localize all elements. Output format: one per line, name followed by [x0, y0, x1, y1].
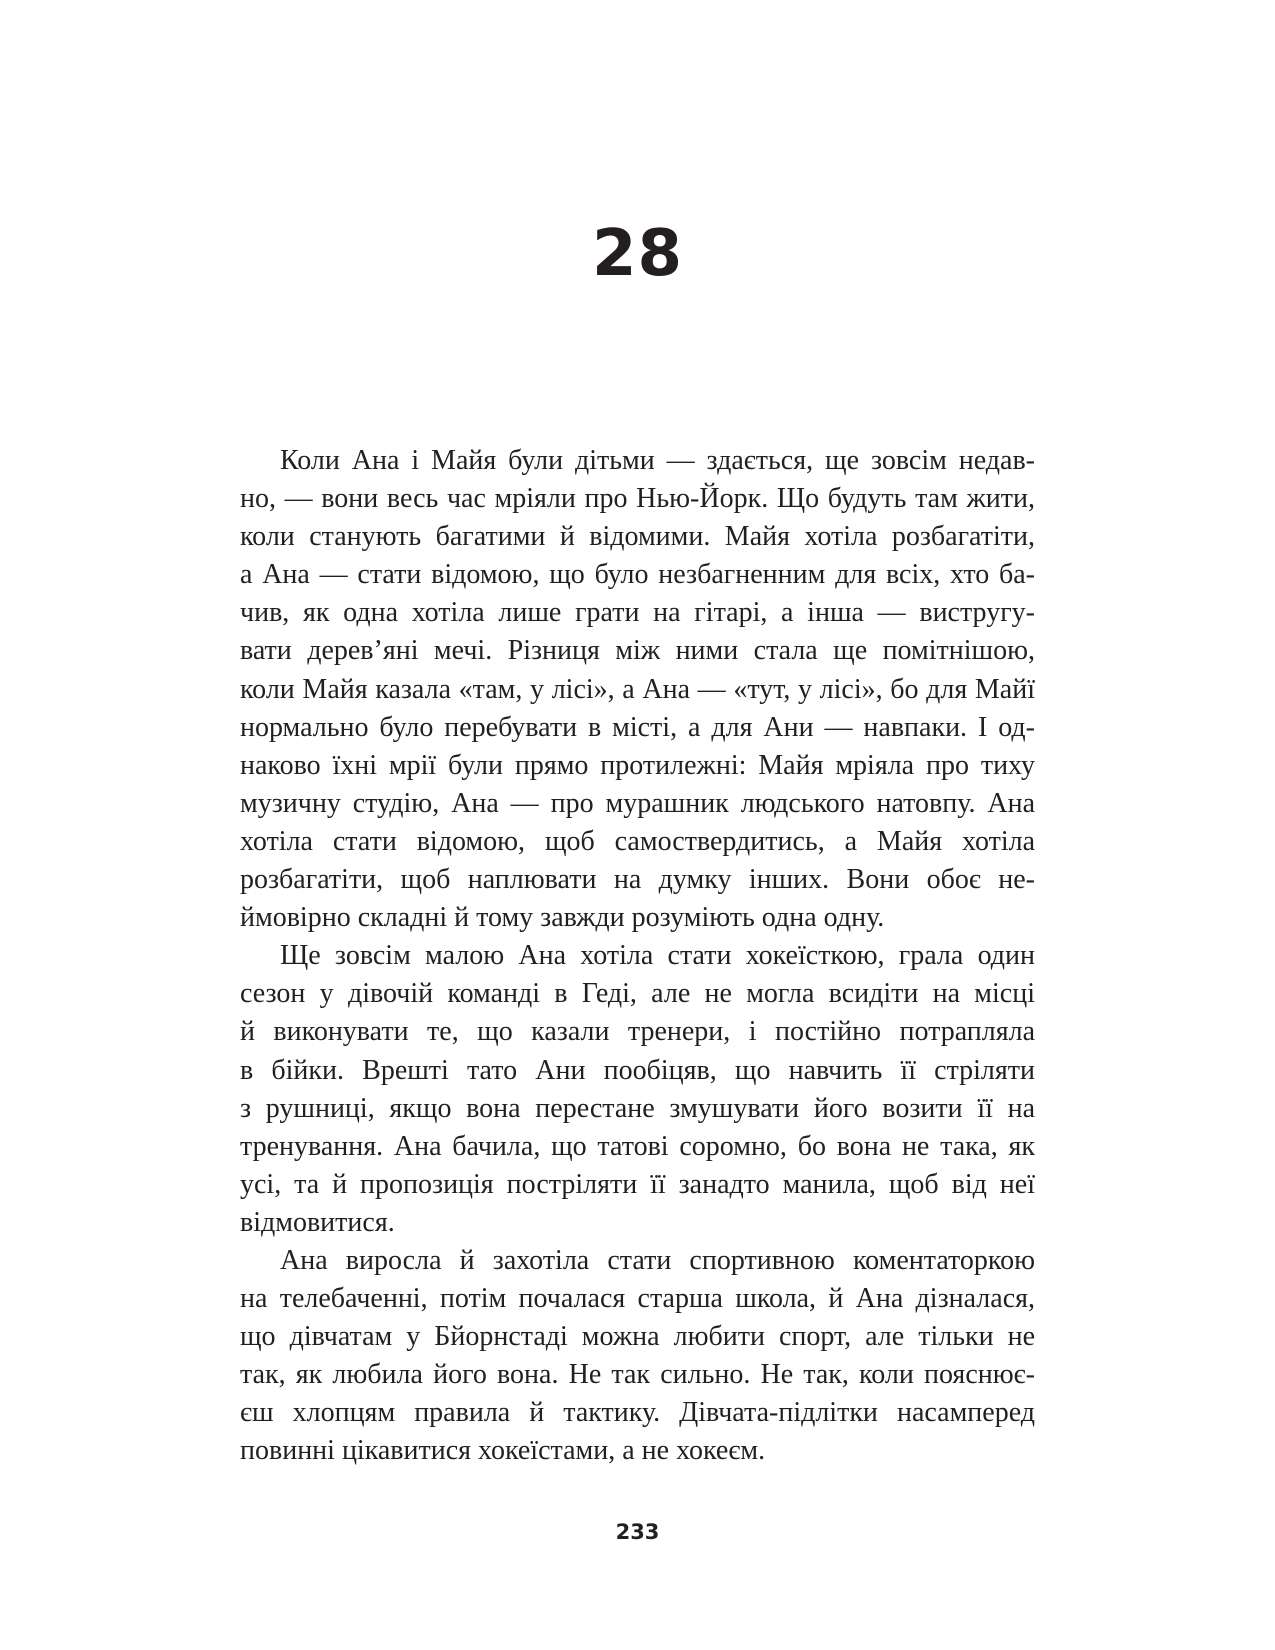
- chapter-number: 28: [591, 217, 684, 291]
- text-line: повинні цікавитися хокеїстами, а не хокеєм.: [240, 1435, 766, 1467]
- text-line: відмовитися.: [240, 1206, 395, 1238]
- text-line: й виконувати те, що казали тренери, і постійно потрапляла: [240, 1016, 1035, 1048]
- text-line: з рушниці, якщо вона перестане змушувати його возити її на: [240, 1092, 1035, 1124]
- text-line: розбагатіти, щоб наплювати на думку інших. Вони обоє не-: [240, 864, 1035, 896]
- text-line: Коли Ана і Майя були дітьми — здається, ще зовсім недав-: [280, 445, 1035, 476]
- text-line: Ана виросла й захотіла стати спортивною коментаторкою: [280, 1244, 1035, 1276]
- text-line: ймовірно складні й тому завжди розуміють одна одну.: [240, 902, 885, 934]
- text-line: єш хлопцям правила й тактику. Дівчата-підлітки насамперед: [240, 1397, 1035, 1429]
- chapter-body: [240, 442, 1035, 1471]
- text-line: нормально було перебувати в місті, а для Ани — навпаки. І од-: [240, 711, 1035, 743]
- text-line: усі, та й пропозиція постріляти її занадто манила, щоб від неї: [240, 1168, 1035, 1200]
- text-line: так, як любила його вона. Не так сильно. Не так, коли пояснює-: [240, 1359, 1035, 1391]
- text-line: но, — вони весь час мріяли про Нью-Йорк. Що будуть там жити,: [240, 483, 1035, 515]
- text-line: сезон у дівочій команді в Геді, але не могла всидіти на місці: [240, 978, 1035, 1010]
- text-line: коли Майя казала «там, у лісі», а Ана — «тут, у лісі», бо для Майї: [240, 673, 1035, 705]
- text-line: що дівчатам у Бйорнстаді можна любити спорт, але тільки не: [240, 1321, 1035, 1353]
- text-line: хотіла стати відомою, щоб самоствердитись, а Майя хотіла: [240, 825, 1035, 857]
- text-line: чив, як одна хотіла лише грати на гітарі, а інша — вистругу-: [240, 597, 1035, 629]
- text-line: наково їхні мрії були прямо протилежні: Майя мріяла про тиху: [240, 749, 1035, 781]
- page-number: 233: [615, 1520, 660, 1544]
- text-line: вати дерев’яні мечі. Різниця між ними стала ще помітнішою,: [240, 635, 1035, 667]
- text-line: музичну студію, Ана — про мурашник людського натовпу. Ана: [240, 787, 1035, 819]
- text-line: а Ана — стати відомою, що було незбагненним для всіх, хто ба-: [240, 559, 1035, 591]
- text-line: коли станують багатими й відомими. Майя хотіла розбагатіти,: [240, 521, 1035, 553]
- text-line: на телебаченні, потім почалася старша школа, й Ана дізналася,: [240, 1283, 1035, 1315]
- text-line: в бійки. Врешті тато Ани пообіцяв, що навчить її стріляти: [240, 1054, 1035, 1086]
- text-line: Ще зовсім малою Ана хотіла стати хокеїсткою, грала один: [280, 940, 1035, 972]
- text-line: тренування. Ана бачила, що татові соромно, бо вона не така, як: [240, 1130, 1035, 1162]
